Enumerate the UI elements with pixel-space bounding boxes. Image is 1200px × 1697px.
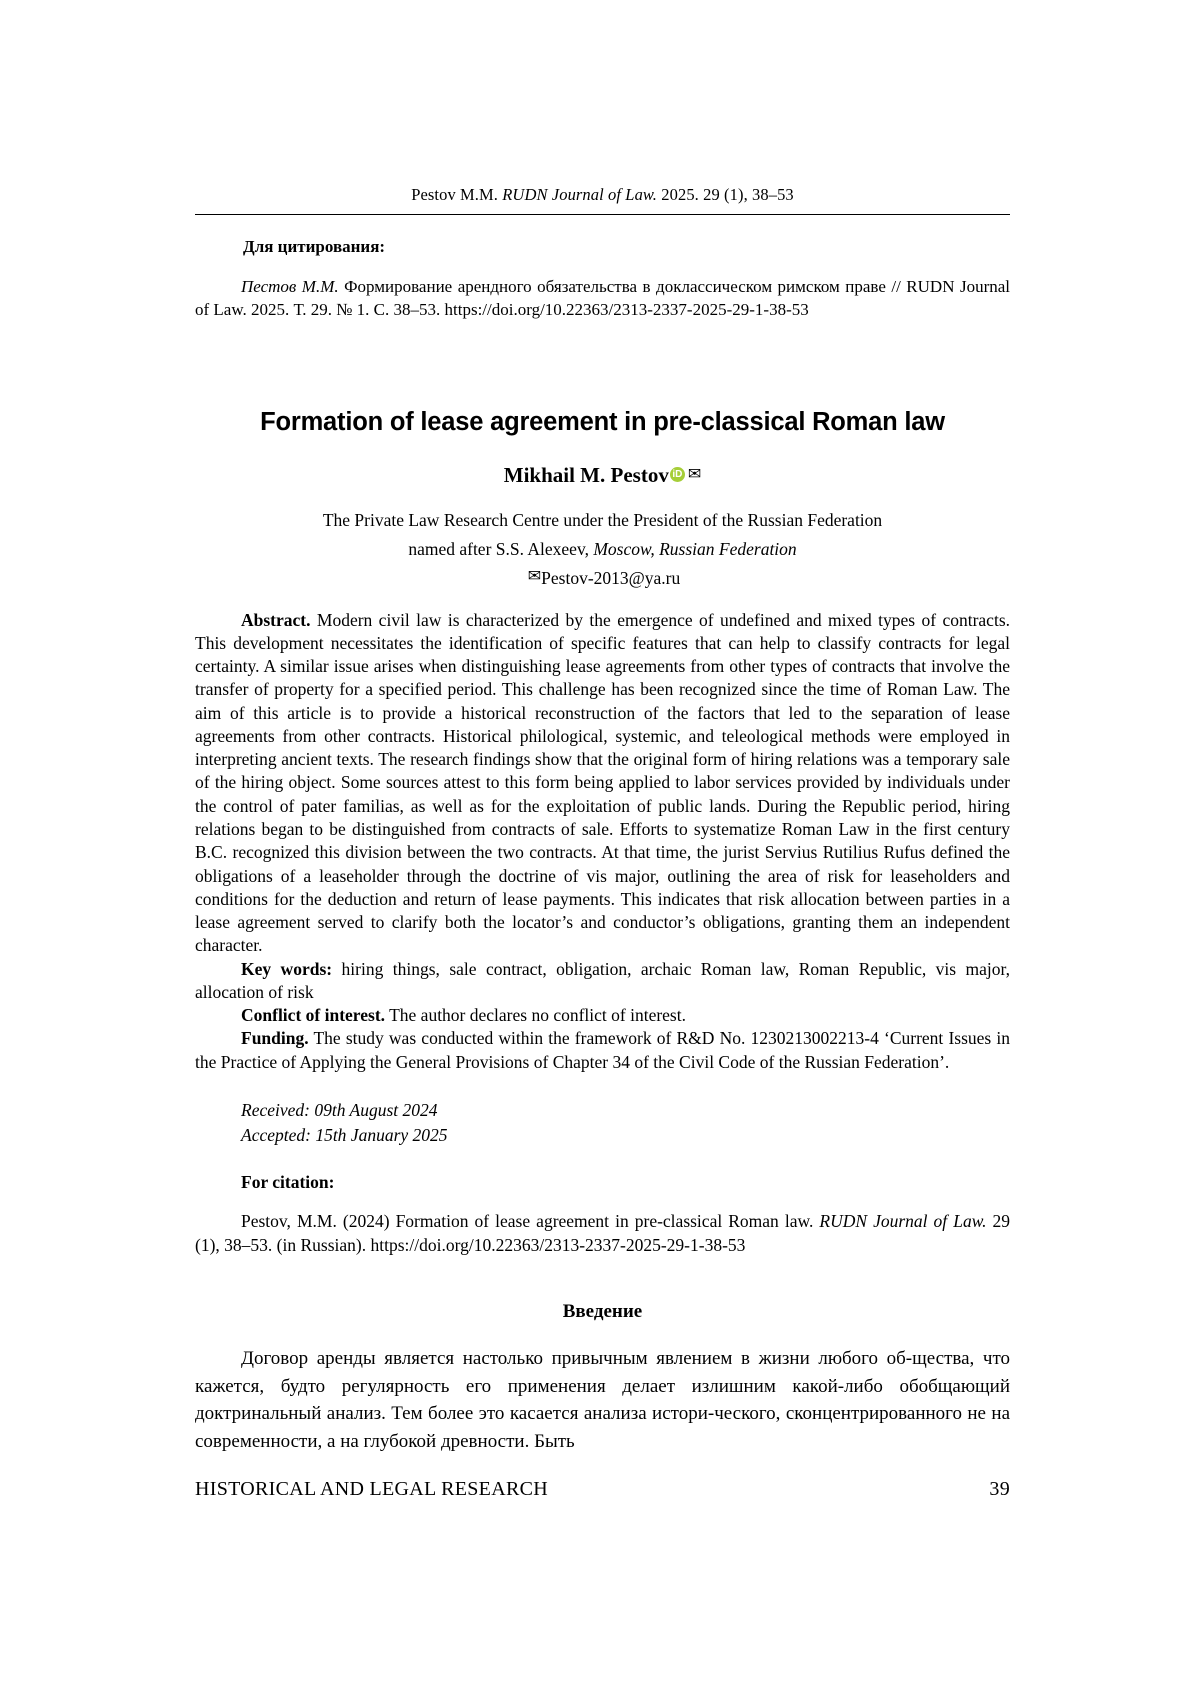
running-head-author: Pestov M.M. <box>411 185 503 204</box>
footer-section-label: HISTORICAL AND LEGAL RESEARCH <box>195 1478 548 1500</box>
for-citation-heading: For citation: <box>241 1171 335 1192</box>
conflict-paragraph <box>195 1004 1010 1027</box>
funding-text: The study was conducted within the framework of R&D No. 1230213002213-4 ‘Current Issues in the Practice of Applying the General Provisions of Chapter 34 of the Civil Code of the Russian Federation’. <box>195 1028 1010 1072</box>
citation-text-ru: Формирование арендного обязательства в доклассическом римском праве // RUDN Journal of Law. 2025. Т. 29. № 1. С. 38–53. https://doi.org/10.22363/2313-2337-2025-29-1-38-53 <box>195 277 1010 320</box>
keywords-label: Key words: <box>241 958 333 979</box>
citation-heading-ru: Для цитирования: <box>243 237 386 256</box>
conflict-text: The author declares no conflict of interest. <box>385 1005 686 1026</box>
abstract-paragraph <box>195 609 1010 958</box>
running-head <box>195 185 1010 214</box>
author-email[interactable]: Pestov-2013@ya.ru <box>541 567 681 588</box>
accepted-date: Accepted: 15th January 2025 <box>241 1124 448 1145</box>
received-date: Received: 09th August 2024 <box>241 1099 438 1120</box>
author-name-line <box>195 463 1010 488</box>
page-footer <box>195 1478 1010 1501</box>
envelope-icon-small: ✉ <box>527 567 542 585</box>
conflict-label: Conflict of interest. <box>241 1005 386 1026</box>
affiliation-location: Moscow, Russian Federation <box>593 538 797 559</box>
abstract-text: Modern civil law is characterized by the emergence of undefined and mixed types of contracts. This development necessitates the identification of specific features that can help to classify contracts for legal certainty. A similar issue arises when distinguishing lease agreements from other types of contracts that involve the transfer of property for a specified period. This challenge has been recognized since the time of Roman Law. The aim of this article is to provide a historical reconstruction of the factors that led to the separation of lease agreements from other contracts. Historical philological, systemic, and teleological methods were employed in interpreting ancient texts. The research findings show that the original form of hiring relations was a temporary sale of the hiring object. Some sources attest to this form being applied to labor services provided by individuals under the control of pater familias, as well as for the exploitation of public lands. During the Republic period, hiring relations began to be distinguished from contracts of sale. Efforts to systematize Roman Law in the first century B.C. recognized this division between the two contracts. At that time, the jurist Servius Rutilius Rufus defined the obligations of a leaseholder through the doctrine of vis major, outlining the area of risk for leaseholders and conditions for the deduction and return of lease payments. This indicates that risk allocation between parties in a lease agreement served to clarify both the locator’s and conductor’s obligations, granting them an independent character. <box>195 609 1010 956</box>
keywords-paragraph <box>195 958 1010 1005</box>
introduction-text: Договор аренды является настолько привычным явлением в жизни любого об-щества, что кажется, будто регулярность его применения делает излишним какой-либо обобщающий доктринальный анализ. Тем более это касается анализа истори-ческого, сконцентрированного не на современности, а на глубокой древности. Быть <box>195 1347 1010 1453</box>
for-citation-part2: 29 (1), 38–53. (in Russian). https://doi.org/10.22363/2313-2337-2025-29-1-38-53 <box>195 1210 1010 1255</box>
funding-label: Funding. <box>241 1028 309 1049</box>
funding-paragraph <box>195 1027 1010 1074</box>
dates-block <box>241 1098 1010 1148</box>
page-content <box>195 185 1010 1456</box>
author-name: Mikhail M. Pestov <box>503 462 669 487</box>
for-citation-part1: Pestov, M.M. (2024) Formation of lease agreement in pre-classical Roman law. <box>241 1210 820 1231</box>
introduction-paragraph <box>195 1345 1010 1456</box>
abstract-label: Abstract. <box>241 609 311 630</box>
affiliation-line-1: The Private Law Research Centre under the President of the Russian Federation <box>322 509 883 530</box>
author-email-line <box>195 566 1010 589</box>
running-head-issue: 2025. 29 (1), 38–53 <box>657 185 794 204</box>
for-citation-journal: RUDN Journal of Law. <box>819 1210 987 1231</box>
orcid-icon[interactable]: iD <box>670 467 685 482</box>
running-head-journal: RUDN Journal of Law. <box>502 185 658 204</box>
citation-author-ru: Пестов М.М. <box>241 277 339 296</box>
section-heading-introduction: Введение <box>562 1300 643 1322</box>
page-number: 39 <box>989 1478 1010 1500</box>
keywords-text: hiring things, sale contract, obligation, archaic Roman law, Roman Republic, vis major, allocation of risk <box>195 958 1011 1002</box>
page-title: Formation of lease agreement in pre-classical Roman law <box>260 407 945 436</box>
affiliation-institute: named after S.S. Alexeev, <box>408 538 594 559</box>
citation-block-ru <box>195 275 1010 322</box>
envelope-icon[interactable]: ✉ <box>687 465 702 483</box>
affiliation-line-2 <box>195 537 1010 562</box>
header-divider <box>195 214 1010 215</box>
for-citation-block <box>195 1209 1010 1257</box>
